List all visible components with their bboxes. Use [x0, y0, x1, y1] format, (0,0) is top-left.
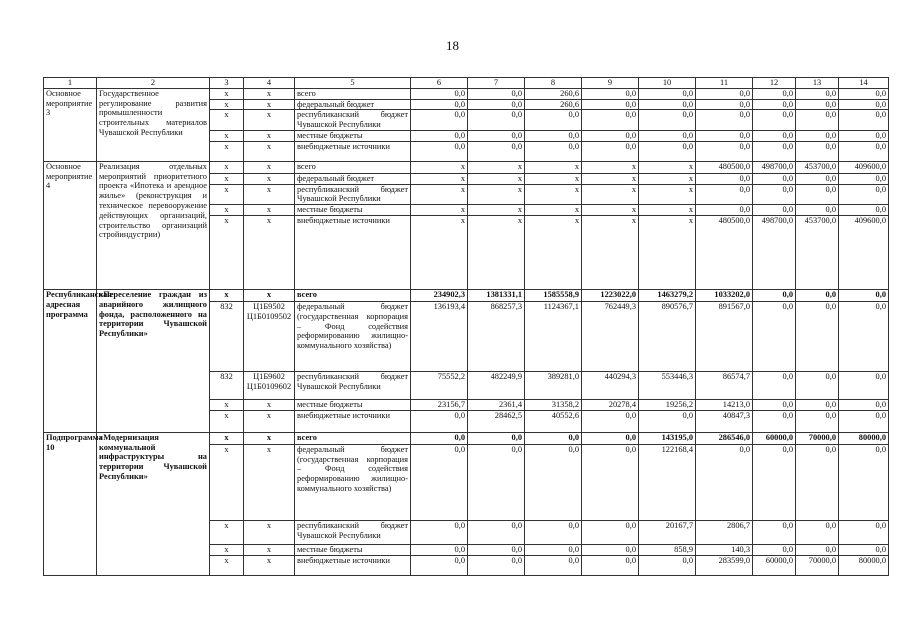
amount-cell: 0,0: [796, 141, 839, 161]
amount-cell: x: [639, 161, 696, 173]
amount-cell: 0,0: [696, 141, 753, 161]
amount-cell: 60000,0: [753, 432, 796, 444]
amount-cell: 0,0: [839, 444, 889, 520]
column-header: 7: [468, 78, 525, 89]
activity-name-cell: Реализация отдельных мероприятий приоритетного проекта «Ипотека и арендное жилье» (реконструкция и техническое перевооружение действующих организаций, строительство организаций стройиндустрии): [97, 161, 210, 289]
amount-cell: x: [411, 173, 468, 184]
column-header: 8: [525, 78, 582, 89]
target-article-cell: x: [244, 444, 295, 520]
funding-source-cell: местные бюджеты: [295, 205, 411, 216]
amount-cell: 0,0: [753, 520, 796, 544]
amount-cell: 0,0: [411, 99, 468, 110]
amount-cell: 0,0: [753, 184, 796, 205]
amount-cell: 553446,3: [639, 371, 696, 399]
column-header: 3: [210, 78, 244, 89]
funding-source-cell: внебюджетные источники: [295, 555, 411, 575]
funding-source-cell: федеральный бюджет (государственная корпорация – Фонд содействия реформированию жилищно-коммунального хозяйства): [295, 444, 411, 520]
amount-cell: 80000,0: [839, 432, 889, 444]
amount-cell: 70000,0: [796, 555, 839, 575]
amount-cell: 453700,0: [796, 215, 839, 289]
amount-cell: 0,0: [525, 110, 582, 131]
activity-type-cell: Основное мероприятие 3: [44, 88, 97, 161]
grbs-code-cell: x: [210, 110, 244, 131]
amount-cell: x: [468, 161, 525, 173]
funding-source-cell: федеральный бюджет: [295, 99, 411, 110]
amount-cell: 868257,3: [468, 301, 525, 371]
amount-cell: x: [582, 173, 639, 184]
grbs-code-cell: x: [210, 130, 244, 141]
amount-cell: 1585558,9: [525, 289, 582, 301]
column-header: 6: [411, 78, 468, 89]
amount-cell: 0,0: [839, 184, 889, 205]
amount-cell: 0,0: [839, 141, 889, 161]
amount-cell: x: [468, 184, 525, 205]
amount-cell: 0,0: [411, 141, 468, 161]
activity-type-cell: Республиканская адресная программа: [44, 289, 97, 432]
amount-cell: 0,0: [796, 399, 839, 410]
amount-cell: 498700,0: [753, 161, 796, 173]
target-article-cell: x: [244, 161, 295, 173]
target-article-cell: x: [244, 410, 295, 432]
amount-cell: x: [639, 205, 696, 216]
amount-cell: 122168,4: [639, 444, 696, 520]
amount-cell: 0,0: [411, 555, 468, 575]
amount-cell: 80000,0: [839, 555, 889, 575]
grbs-code-cell: x: [210, 410, 244, 432]
column-header: 5: [295, 78, 411, 89]
amount-cell: 0,0: [582, 432, 639, 444]
grbs-code-cell: x: [210, 399, 244, 410]
amount-cell: 260,6: [525, 88, 582, 99]
amount-cell: 440294,3: [582, 371, 639, 399]
amount-cell: 0,0: [525, 444, 582, 520]
amount-cell: 60000,0: [753, 555, 796, 575]
amount-cell: 480500,0: [696, 215, 753, 289]
amount-cell: 762449,3: [582, 301, 639, 371]
table-row: [44, 432, 889, 444]
amount-cell: 0,0: [582, 444, 639, 520]
amount-cell: 0,0: [753, 444, 796, 520]
table-row: [44, 289, 889, 301]
amount-cell: 0,0: [639, 110, 696, 131]
amount-cell: 0,0: [839, 399, 889, 410]
amount-cell: 0,0: [753, 399, 796, 410]
amount-cell: 0,0: [839, 301, 889, 371]
grbs-code-cell: x: [210, 520, 244, 544]
column-header: 4: [244, 78, 295, 89]
column-header: 9: [582, 78, 639, 89]
amount-cell: 0,0: [525, 141, 582, 161]
funding-source-cell: федеральный бюджет (государственная корпорация – Фонд содействия реформированию жилищно-коммунального хозяйства): [295, 301, 411, 371]
amount-cell: 0,0: [796, 410, 839, 432]
target-article-cell: x: [244, 205, 295, 216]
amount-cell: 0,0: [753, 205, 796, 216]
amount-cell: 0,0: [753, 544, 796, 555]
amount-cell: 0,0: [468, 432, 525, 444]
grbs-code-cell: x: [210, 544, 244, 555]
activity-type-cell: Подпрограмма 10: [44, 432, 97, 575]
amount-cell: 23156,7: [411, 399, 468, 410]
amount-cell: 0,0: [753, 173, 796, 184]
amount-cell: x: [525, 215, 582, 289]
amount-cell: 0,0: [411, 130, 468, 141]
amount-cell: 0,0: [639, 555, 696, 575]
amount-cell: 0,0: [525, 555, 582, 575]
funding-source-cell: местные бюджеты: [295, 399, 411, 410]
amount-cell: 1463279,2: [639, 289, 696, 301]
amount-cell: x: [639, 215, 696, 289]
amount-cell: 0,0: [796, 184, 839, 205]
page-number: 18: [446, 38, 459, 53]
amount-cell: 286546,0: [696, 432, 753, 444]
amount-cell: 0,0: [753, 301, 796, 371]
amount-cell: 0,0: [639, 141, 696, 161]
amount-cell: 0,0: [753, 289, 796, 301]
funding-source-cell: местные бюджеты: [295, 130, 411, 141]
amount-cell: x: [525, 173, 582, 184]
amount-cell: 891567,0: [696, 301, 753, 371]
amount-cell: 143195,0: [639, 432, 696, 444]
amount-cell: 0,0: [468, 555, 525, 575]
amount-cell: 19256,2: [639, 399, 696, 410]
amount-cell: 31358,2: [525, 399, 582, 410]
target-article-cell: x: [244, 88, 295, 99]
target-article-cell: x: [244, 215, 295, 289]
amount-cell: 0,0: [696, 184, 753, 205]
amount-cell: 260,6: [525, 99, 582, 110]
target-article-cell: Ц1Б9502 Ц1Б0109502: [244, 301, 295, 371]
amount-cell: 0,0: [796, 88, 839, 99]
grbs-code-cell: x: [210, 555, 244, 575]
funding-source-cell: республиканский бюджет Чувашской Республики: [295, 520, 411, 544]
grbs-code-cell: 832: [210, 301, 244, 371]
funding-source-cell: внебюджетные источники: [295, 215, 411, 289]
amount-cell: 0,0: [696, 110, 753, 131]
amount-cell: 0,0: [639, 410, 696, 432]
amount-cell: 0,0: [839, 205, 889, 216]
amount-cell: 0,0: [639, 99, 696, 110]
amount-cell: 0,0: [582, 110, 639, 131]
amount-cell: 0,0: [696, 173, 753, 184]
funding-source-cell: всего: [295, 289, 411, 301]
amount-cell: 0,0: [525, 520, 582, 544]
activity-name-cell: «Переселение граждан из аварийного жилищного фонда, расположенного на территории Чувашской Республики»: [97, 289, 210, 432]
grbs-code-cell: x: [210, 215, 244, 289]
amount-cell: 86574,7: [696, 371, 753, 399]
amount-cell: 0,0: [753, 88, 796, 99]
amount-cell: 0,0: [753, 410, 796, 432]
amount-cell: 0,0: [796, 544, 839, 555]
amount-cell: 0,0: [796, 99, 839, 110]
amount-cell: 0,0: [839, 289, 889, 301]
amount-cell: 0,0: [753, 371, 796, 399]
amount-cell: 0,0: [839, 520, 889, 544]
amount-cell: 0,0: [839, 88, 889, 99]
amount-cell: x: [639, 173, 696, 184]
amount-cell: 0,0: [411, 520, 468, 544]
grbs-code-cell: x: [210, 161, 244, 173]
amount-cell: 453700,0: [796, 161, 839, 173]
target-article-cell: x: [244, 141, 295, 161]
amount-cell: 1381331,1: [468, 289, 525, 301]
grbs-code-cell: x: [210, 444, 244, 520]
amount-cell: 0,0: [796, 520, 839, 544]
target-article-cell: x: [244, 289, 295, 301]
amount-cell: 0,0: [468, 130, 525, 141]
column-header: 12: [753, 78, 796, 89]
amount-cell: 0,0: [411, 444, 468, 520]
funding-source-cell: внебюджетные источники: [295, 141, 411, 161]
amount-cell: 0,0: [582, 141, 639, 161]
target-article-cell: x: [244, 173, 295, 184]
amount-cell: x: [468, 215, 525, 289]
amount-cell: 498700,0: [753, 215, 796, 289]
amount-cell: 0,0: [796, 110, 839, 131]
column-header: 1: [44, 78, 97, 89]
amount-cell: 0,0: [411, 110, 468, 131]
amount-cell: 0,0: [696, 130, 753, 141]
amount-cell: 20167,7: [639, 520, 696, 544]
amount-cell: 0,0: [696, 205, 753, 216]
amount-cell: x: [411, 161, 468, 173]
amount-cell: 40847,3: [696, 410, 753, 432]
grbs-code-cell: 832: [210, 371, 244, 399]
grbs-code-cell: x: [210, 173, 244, 184]
amount-cell: x: [582, 161, 639, 173]
target-article-cell: x: [244, 130, 295, 141]
funding-source-cell: внебюджетные источники: [295, 410, 411, 432]
amount-cell: 0,0: [839, 99, 889, 110]
amount-cell: 0,0: [796, 371, 839, 399]
amount-cell: 0,0: [839, 544, 889, 555]
amount-cell: x: [411, 184, 468, 205]
amount-cell: 0,0: [468, 99, 525, 110]
amount-cell: 0,0: [753, 130, 796, 141]
column-header: 11: [696, 78, 753, 89]
amount-cell: x: [582, 215, 639, 289]
funding-source-cell: всего: [295, 88, 411, 99]
amount-cell: x: [468, 205, 525, 216]
amount-cell: 283599,0: [696, 555, 753, 575]
amount-cell: 0,0: [582, 520, 639, 544]
amount-cell: x: [639, 184, 696, 205]
amount-cell: x: [468, 173, 525, 184]
amount-cell: 0,0: [839, 371, 889, 399]
amount-cell: 1033202,0: [696, 289, 753, 301]
amount-cell: 482249,9: [468, 371, 525, 399]
amount-cell: 0,0: [582, 88, 639, 99]
target-article-cell: Ц1Б9602 Ц1Б0109602: [244, 371, 295, 399]
target-article-cell: x: [244, 555, 295, 575]
amount-cell: 480500,0: [696, 161, 753, 173]
target-article-cell: x: [244, 432, 295, 444]
amount-cell: 0,0: [639, 130, 696, 141]
target-article-cell: x: [244, 110, 295, 131]
amount-cell: 0,0: [468, 544, 525, 555]
amount-cell: 136193,4: [411, 301, 468, 371]
amount-cell: x: [582, 184, 639, 205]
table-row: [44, 161, 889, 173]
amount-cell: 0,0: [753, 141, 796, 161]
grbs-code-cell: x: [210, 141, 244, 161]
amount-cell: 409600,0: [839, 161, 889, 173]
amount-cell: 1124367,1: [525, 301, 582, 371]
amount-cell: 2361,4: [468, 399, 525, 410]
amount-cell: 234902,3: [411, 289, 468, 301]
amount-cell: 0,0: [525, 432, 582, 444]
amount-cell: 75552,2: [411, 371, 468, 399]
amount-cell: 0,0: [468, 444, 525, 520]
amount-cell: x: [582, 205, 639, 216]
amount-cell: 0,0: [582, 410, 639, 432]
grbs-code-cell: x: [210, 88, 244, 99]
activity-name-cell: «Модернизация коммунальной инфраструктуры на территории Чувашской Республики»: [97, 432, 210, 575]
grbs-code-cell: x: [210, 432, 244, 444]
amount-cell: 0,0: [839, 110, 889, 131]
grbs-code-cell: x: [210, 99, 244, 110]
amount-cell: x: [525, 205, 582, 216]
amount-cell: 0,0: [468, 520, 525, 544]
amount-cell: 1223022,0: [582, 289, 639, 301]
grbs-code-cell: x: [210, 205, 244, 216]
table-row: [44, 88, 889, 99]
amount-cell: 0,0: [839, 130, 889, 141]
amount-cell: 0,0: [796, 130, 839, 141]
amount-cell: 0,0: [411, 432, 468, 444]
amount-cell: 0,0: [753, 99, 796, 110]
amount-cell: 0,0: [582, 544, 639, 555]
amount-cell: 0,0: [525, 544, 582, 555]
column-header: 14: [839, 78, 889, 89]
amount-cell: 409600,0: [839, 215, 889, 289]
activity-type-cell: Основное мероприятие 4: [44, 161, 97, 289]
amount-cell: 0,0: [468, 88, 525, 99]
target-article-cell: x: [244, 399, 295, 410]
funding-source-cell: республиканский бюджет Чувашской Республики: [295, 110, 411, 131]
amount-cell: 0,0: [411, 544, 468, 555]
target-article-cell: x: [244, 520, 295, 544]
amount-cell: 0,0: [696, 88, 753, 99]
column-header: 2: [97, 78, 210, 89]
amount-cell: 0,0: [796, 301, 839, 371]
amount-cell: 0,0: [696, 444, 753, 520]
amount-cell: 0,0: [411, 88, 468, 99]
amount-cell: x: [411, 205, 468, 216]
amount-cell: 0,0: [582, 130, 639, 141]
activity-name-cell: Государственное регулирование развития промышленности строительных материалов Чувашской Республики: [97, 88, 210, 161]
amount-cell: x: [525, 161, 582, 173]
amount-cell: 0,0: [839, 410, 889, 432]
amount-cell: 0,0: [753, 110, 796, 131]
amount-cell: x: [525, 184, 582, 205]
budget-table: [43, 77, 889, 576]
target-article-cell: x: [244, 184, 295, 205]
column-number-row: [44, 78, 889, 89]
amount-cell: 389281,0: [525, 371, 582, 399]
grbs-code-cell: x: [210, 184, 244, 205]
funding-source-cell: республиканский бюджет Чувашской Республики: [295, 371, 411, 399]
amount-cell: 0,0: [411, 410, 468, 432]
amount-cell: 0,0: [582, 99, 639, 110]
amount-cell: 40552,6: [525, 410, 582, 432]
amount-cell: 0,0: [468, 141, 525, 161]
target-article-cell: x: [244, 99, 295, 110]
funding-source-cell: федеральный бюджет: [295, 173, 411, 184]
amount-cell: 0,0: [796, 444, 839, 520]
amount-cell: 0,0: [796, 205, 839, 216]
funding-source-cell: республиканский бюджет Чувашской Республики: [295, 184, 411, 205]
funding-source-cell: местные бюджеты: [295, 544, 411, 555]
amount-cell: 858,9: [639, 544, 696, 555]
amount-cell: 28462,5: [468, 410, 525, 432]
amount-cell: 890576,7: [639, 301, 696, 371]
amount-cell: 20278,4: [582, 399, 639, 410]
amount-cell: 14213,0: [696, 399, 753, 410]
funding-source-cell: всего: [295, 432, 411, 444]
amount-cell: 0,0: [525, 130, 582, 141]
amount-cell: 0,0: [696, 99, 753, 110]
amount-cell: 0,0: [796, 173, 839, 184]
amount-cell: x: [411, 215, 468, 289]
amount-cell: 0,0: [839, 173, 889, 184]
grbs-code-cell: x: [210, 289, 244, 301]
amount-cell: 70000,0: [796, 432, 839, 444]
column-header: 13: [796, 78, 839, 89]
amount-cell: 0,0: [639, 88, 696, 99]
amount-cell: 140,3: [696, 544, 753, 555]
amount-cell: 0,0: [468, 110, 525, 131]
column-header: 10: [639, 78, 696, 89]
funding-source-cell: всего: [295, 161, 411, 173]
amount-cell: 0,0: [796, 289, 839, 301]
amount-cell: 0,0: [582, 555, 639, 575]
amount-cell: 2806,7: [696, 520, 753, 544]
target-article-cell: x: [244, 544, 295, 555]
